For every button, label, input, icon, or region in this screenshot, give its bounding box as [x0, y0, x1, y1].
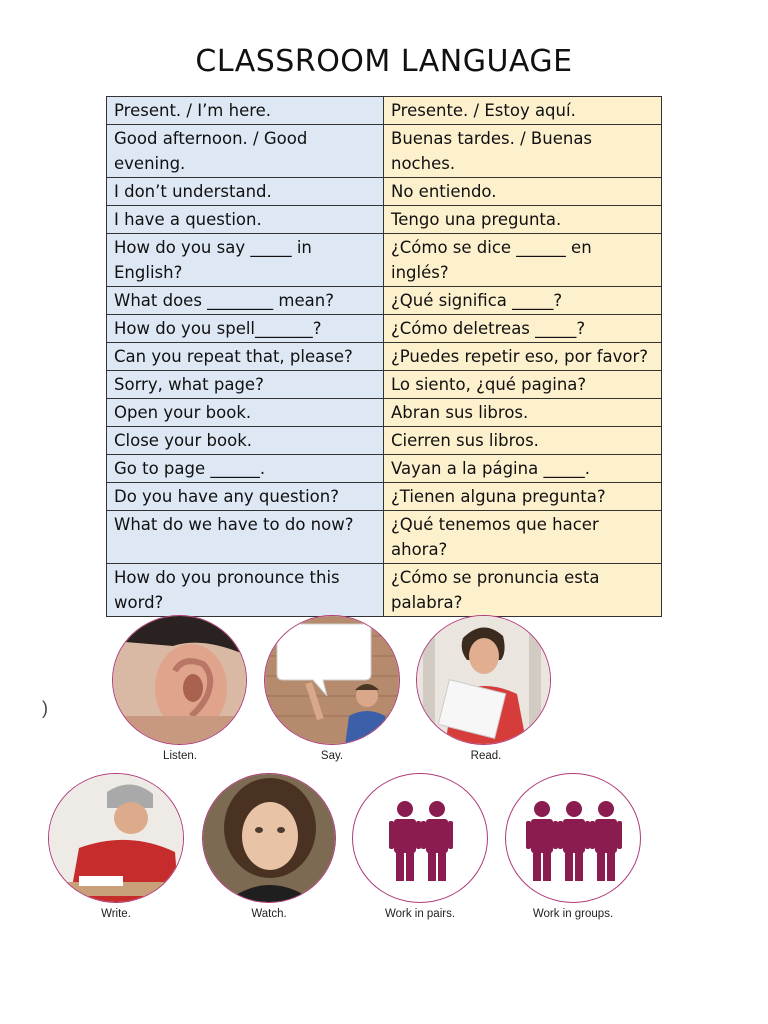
stray-mark: ) — [42, 698, 48, 718]
watch-caption: Watch. — [251, 908, 287, 920]
work-in-pairs-icon — [352, 773, 488, 903]
spanish-phrase: ¿Cómo se dice ______ en inglés? — [384, 234, 662, 287]
write-picture — [48, 773, 184, 903]
table-row — [107, 97, 662, 125]
spanish-phrase: Presente. / Estoy aquí. — [384, 97, 662, 125]
english-phrase: Sorry, what page? — [107, 371, 384, 399]
listen-caption: Listen. — [163, 750, 197, 762]
spanish-phrase: ¿Puedes repetir eso, por favor? — [384, 343, 662, 371]
vocabulary-table — [106, 96, 662, 617]
table-row — [107, 234, 662, 287]
english-phrase: Go to page ______. — [107, 455, 384, 483]
english-phrase: Good afternoon. / Good evening. — [107, 125, 384, 178]
english-phrase: What do we have to do now? — [107, 511, 384, 564]
table-row — [107, 287, 662, 315]
table-row — [107, 315, 662, 343]
spanish-phrase: ¿Tienen alguna pregunta? — [384, 483, 662, 511]
table-row — [107, 455, 662, 483]
watch-picture — [202, 773, 336, 903]
table-row — [107, 206, 662, 234]
say-caption: Say. — [320, 750, 344, 762]
table-row — [107, 427, 662, 455]
page-title: CLASSROOM LANGUAGE — [195, 44, 573, 79]
spanish-phrase: ¿Qué significa _____? — [384, 287, 662, 315]
read-caption: Read. — [470, 750, 502, 762]
spanish-phrase: Abran sus libros. — [384, 399, 662, 427]
table-row — [107, 483, 662, 511]
table-row — [107, 343, 662, 371]
english-phrase: Open your book. — [107, 399, 384, 427]
english-phrase: What does ________ mean? — [107, 287, 384, 315]
english-phrase: How do you pronounce this word? — [107, 564, 384, 617]
spanish-phrase: Buenas tardes. / Buenas noches. — [384, 125, 662, 178]
english-phrase: Can you repeat that, please? — [107, 343, 384, 371]
english-phrase: I don’t understand. — [107, 178, 384, 206]
english-phrase: I have a question. — [107, 206, 384, 234]
table-row — [107, 399, 662, 427]
work-in-groups-caption: Work in groups. — [532, 908, 614, 920]
work-in-pairs-caption: Work in pairs. — [384, 908, 456, 920]
table-row — [107, 511, 662, 564]
table-row — [107, 178, 662, 206]
english-phrase: Present. / I’m here. — [107, 97, 384, 125]
spanish-phrase: ¿Qué tenemos que hacer ahora? — [384, 511, 662, 564]
spanish-phrase: Tengo una pregunta. — [384, 206, 662, 234]
read-picture — [416, 615, 551, 745]
english-phrase: How do you say _____ in English? — [107, 234, 384, 287]
english-phrase: Close your book. — [107, 427, 384, 455]
english-phrase: Do you have any question? — [107, 483, 384, 511]
write-caption: Write. — [101, 908, 131, 920]
table-row — [107, 125, 662, 178]
spanish-phrase: ¿Cómo deletreas _____? — [384, 315, 662, 343]
work-in-groups-icon — [505, 773, 641, 903]
say-picture — [264, 615, 400, 745]
spanish-phrase: Cierren sus libros. — [384, 427, 662, 455]
table-row — [107, 371, 662, 399]
spanish-phrase: Lo siento, ¿qué pagina? — [384, 371, 662, 399]
listen-picture — [112, 615, 247, 745]
spanish-phrase: Vayan a la página _____. — [384, 455, 662, 483]
table-row — [107, 564, 662, 617]
spanish-phrase: No entiendo. — [384, 178, 662, 206]
english-phrase: How do you spell_______? — [107, 315, 384, 343]
spanish-phrase: ¿Cómo se pronuncia esta palabra? — [384, 564, 662, 617]
